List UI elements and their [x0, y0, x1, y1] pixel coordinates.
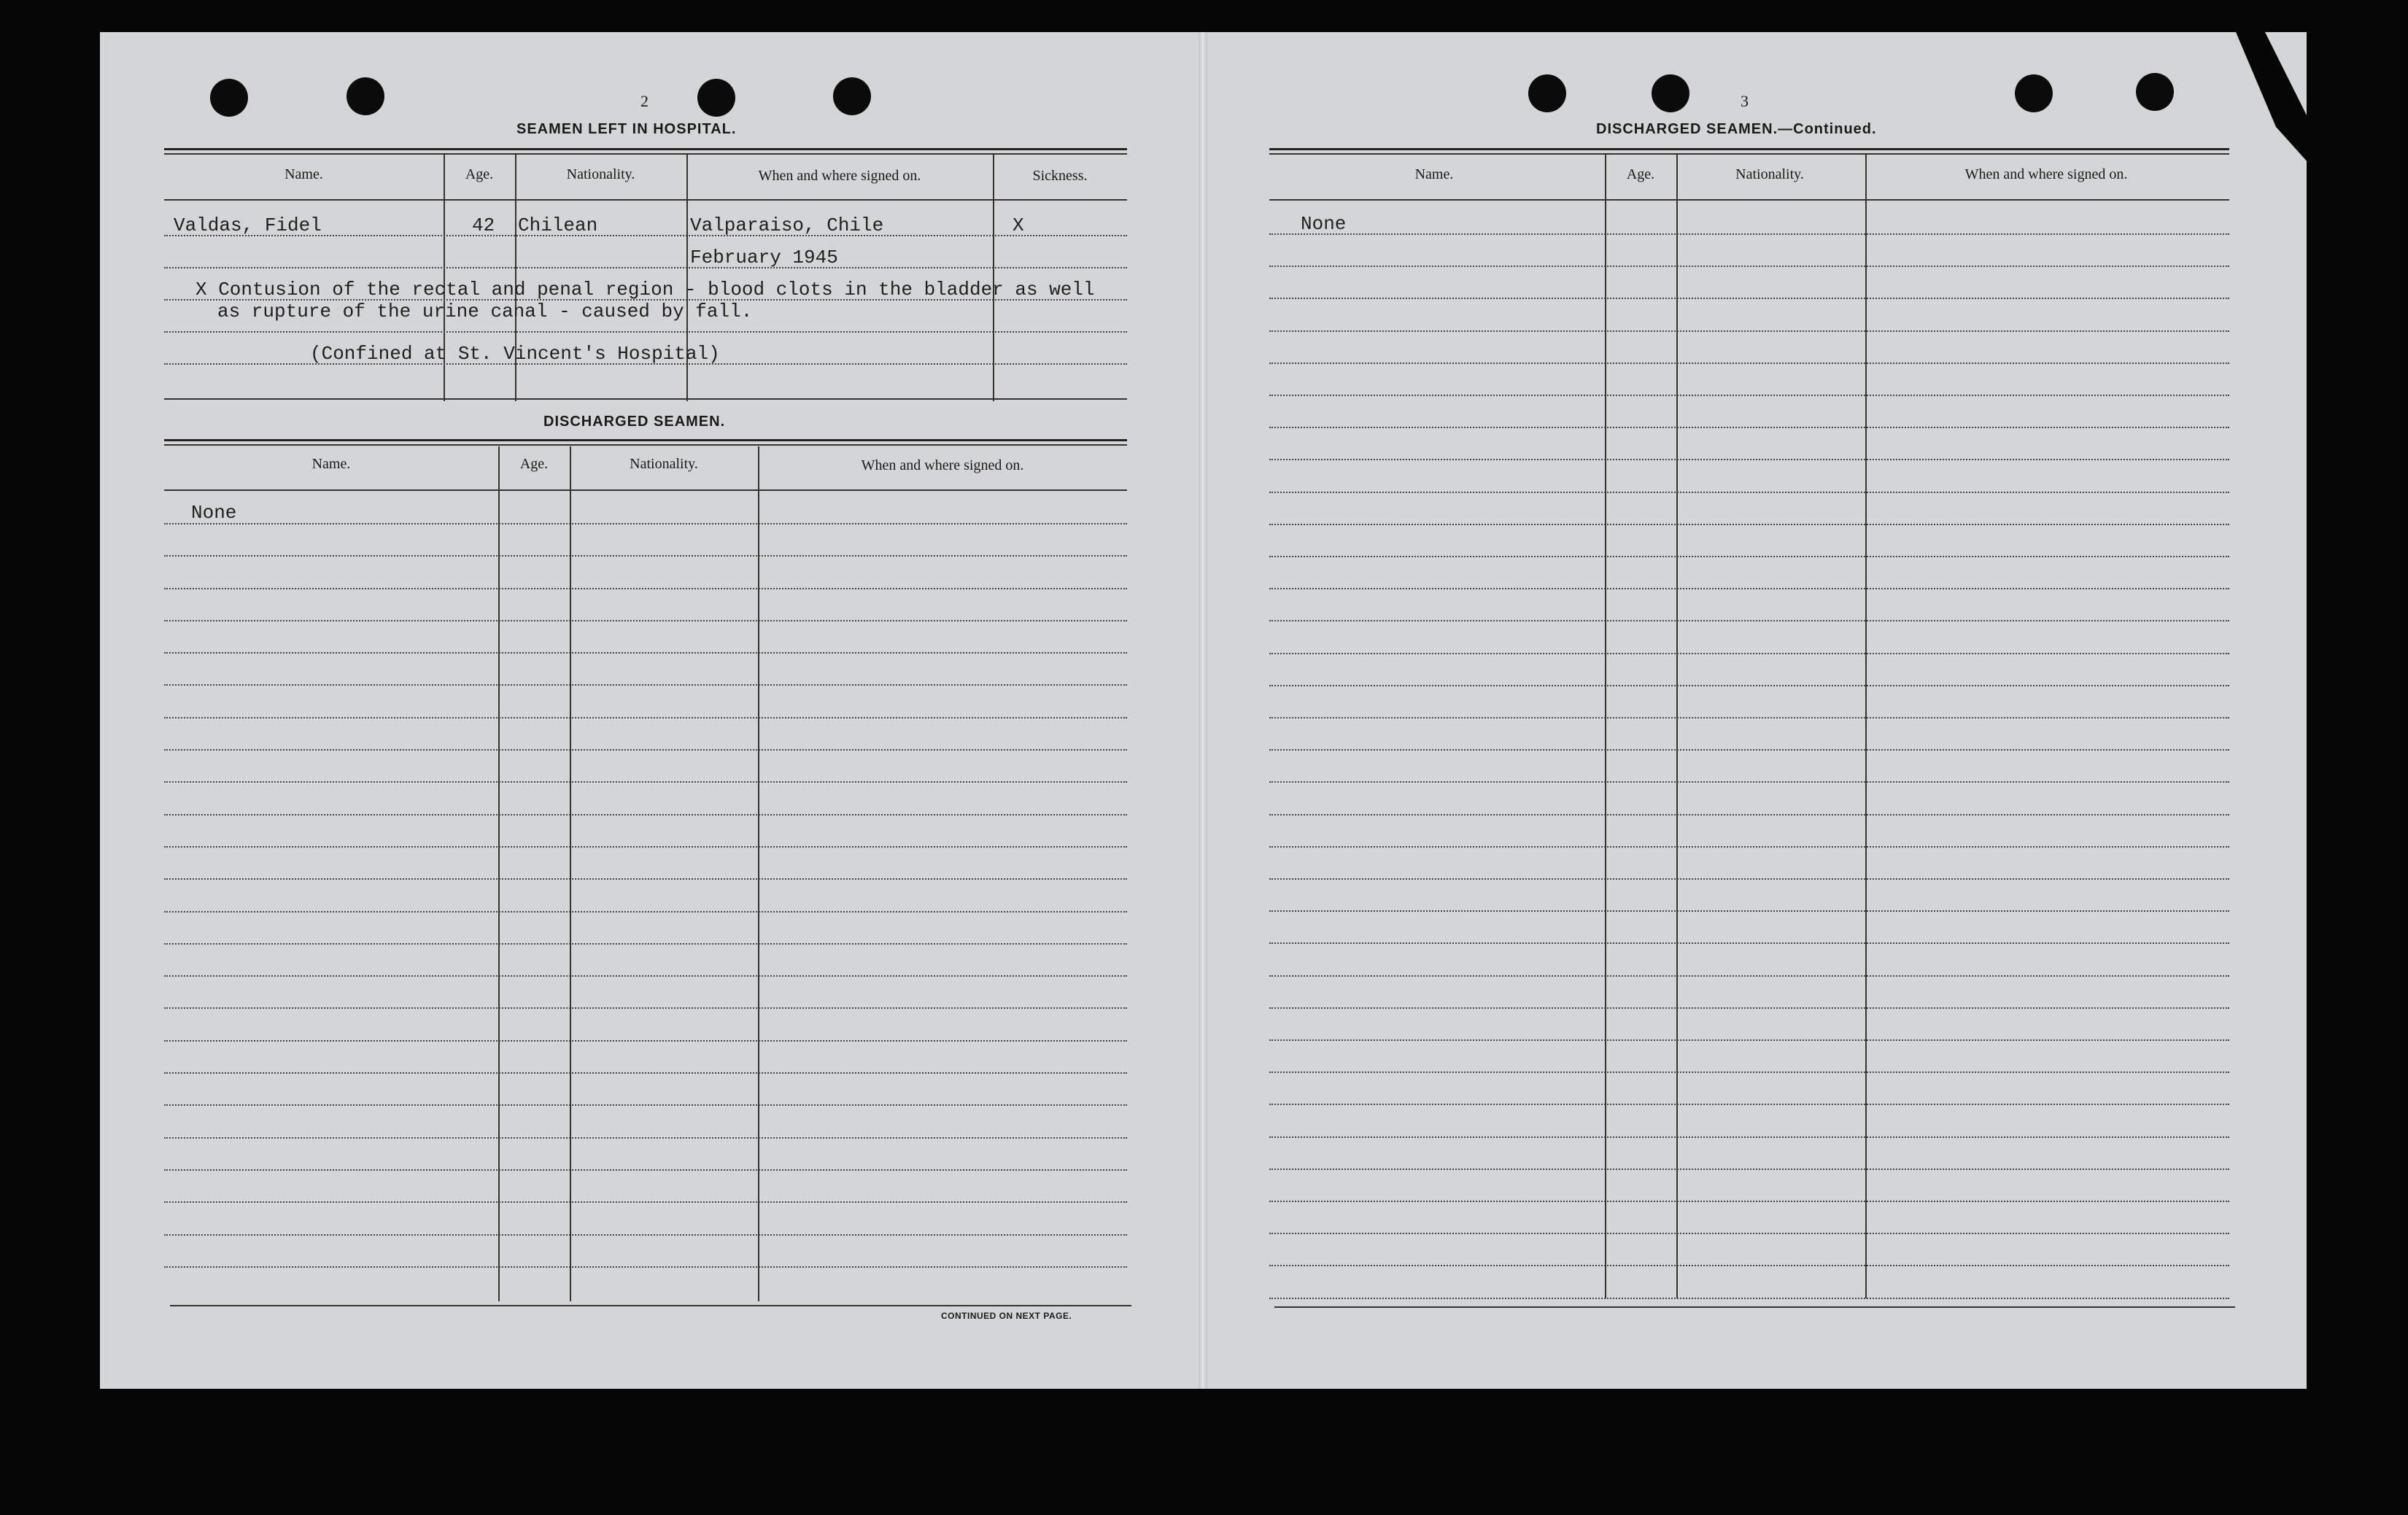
right-col-divider — [1605, 155, 1606, 1298]
ruled-line — [164, 1201, 1127, 1203]
right-col-age: Age. — [1626, 166, 1655, 182]
ruled-line — [1269, 1136, 2229, 1138]
ruled-line — [164, 1072, 1127, 1074]
punch-hole — [833, 77, 871, 115]
ruled-line — [1269, 1039, 2229, 1041]
ruled-line — [1269, 878, 2229, 880]
right-col-divider — [1865, 155, 1867, 1298]
discharged-col-name: Name. — [311, 456, 351, 472]
hospital-section-title: SEAMEN LEFT IN HOSPITAL. — [516, 121, 737, 137]
ruled-line — [1269, 1298, 2229, 1299]
discharged-col-divider — [570, 446, 571, 1301]
ruled-line — [164, 652, 1127, 654]
ruled-line — [164, 943, 1127, 945]
punch-hole — [697, 79, 735, 117]
ruled-line — [1269, 685, 2229, 686]
ruled-line — [164, 684, 1127, 686]
hospital-entry-nationality: Chilean — [518, 214, 598, 236]
ruled-line — [164, 1104, 1127, 1106]
right-col-signed-on: When and where signed on. — [1964, 166, 2128, 182]
punch-hole — [2136, 73, 2174, 111]
hospital-col-sickness: Sickness. — [1032, 168, 1088, 184]
punch-hole — [1652, 74, 1689, 112]
ruled-line — [1269, 942, 2229, 944]
ruled-line — [1269, 524, 2229, 525]
ruled-line — [1269, 1169, 2229, 1170]
ruled-line — [1269, 395, 2229, 396]
discharged-header-rule — [164, 489, 1127, 491]
page-number-right: 3 — [1741, 92, 1749, 110]
ruled-line — [1269, 363, 2229, 364]
ruled-line — [164, 620, 1127, 621]
ruled-line — [1269, 846, 2229, 848]
ruled-line — [164, 555, 1127, 557]
ruled-line — [164, 523, 1127, 524]
hospital-table-bottom-rule — [164, 398, 1127, 400]
punch-hole — [347, 77, 384, 115]
ruled-line — [164, 267, 1127, 268]
ruled-line — [1269, 298, 2229, 299]
ruled-line — [1269, 1265, 2229, 1266]
ruled-line — [1269, 781, 2229, 783]
ruled-line — [164, 878, 1127, 880]
discharged-continued-title: DISCHARGED SEAMEN.—Continued. — [1596, 121, 1877, 137]
ruled-line — [1269, 1201, 2229, 1202]
right-col-nationality: Nationality. — [1735, 166, 1804, 182]
ruled-line — [164, 1234, 1127, 1236]
ruled-line — [1269, 1072, 2229, 1073]
ruled-line — [164, 1007, 1127, 1009]
punch-hole — [210, 79, 248, 117]
ruled-line — [1269, 749, 2229, 751]
right-page-bottom-rule — [1274, 1306, 2235, 1308]
ruled-line — [164, 1040, 1127, 1042]
ruled-line — [164, 1169, 1127, 1171]
ruled-line — [1269, 556, 2229, 557]
ruled-line — [164, 331, 1127, 333]
ruled-line — [1269, 910, 2229, 912]
discharged-col-signed-on: When and where signed on. — [861, 457, 1024, 473]
ruled-line — [1269, 1007, 2229, 1009]
hospital-entry-signed-place: Valparaiso, Chile — [690, 214, 884, 236]
ruled-line — [1269, 233, 2229, 235]
right-col-divider — [1676, 155, 1678, 1298]
ruled-line — [1269, 459, 2229, 460]
discharged-col-divider — [498, 446, 500, 1301]
ruled-line — [1269, 588, 2229, 589]
ruled-line — [164, 975, 1127, 977]
continued-footer: CONTINUED ON NEXT PAGE. — [941, 1311, 1072, 1321]
ruled-line — [164, 781, 1127, 783]
hospital-col-age: Age. — [465, 166, 494, 182]
ruled-line — [164, 1137, 1127, 1139]
discharged-col-nationality: Nationality. — [630, 456, 698, 472]
hospital-header-rule — [164, 199, 1127, 201]
ruled-line — [164, 1266, 1127, 1268]
discharged-col-divider — [758, 446, 759, 1301]
ruled-line — [164, 846, 1127, 848]
ruled-line — [1269, 975, 2229, 977]
right-table-top-rule — [1269, 148, 2229, 155]
hospital-entry-sickness: X — [1013, 214, 1024, 236]
ruled-line — [164, 588, 1127, 589]
page-number-left: 2 — [640, 92, 649, 110]
ruled-line — [164, 814, 1127, 815]
punch-hole — [2015, 74, 2053, 112]
page-gutter — [1199, 32, 1207, 1389]
ruled-line — [1269, 1233, 2229, 1234]
ruled-line — [1269, 492, 2229, 493]
hospital-entry-name: Valdas, Fidel — [174, 214, 322, 236]
hospital-entry-signed-date: February 1945 — [690, 247, 838, 268]
right-col-name: Name. — [1414, 166, 1454, 182]
right-header-rule — [1269, 199, 2229, 201]
discharged-table-top-rule — [164, 439, 1127, 446]
hospital-table-top-rule — [164, 148, 1127, 155]
hospital-col-signed-on: When and where signed on. — [758, 168, 921, 184]
ruled-line — [1269, 653, 2229, 654]
ruled-line — [1269, 330, 2229, 332]
ruled-line — [1269, 266, 2229, 267]
ruled-line — [164, 749, 1127, 751]
left-page-bottom-rule — [170, 1305, 1131, 1306]
ruled-line — [1269, 1104, 2229, 1105]
hospital-col-nationality: Nationality. — [566, 166, 635, 182]
right-entry-name: None — [1301, 213, 1347, 235]
discharged-col-age: Age. — [519, 456, 549, 472]
ruled-line — [164, 911, 1127, 913]
sickness-note-line-1: X Contusion of the rectal and penal region - blood clots in the bladder as well — [195, 279, 1095, 301]
ruled-line — [1269, 427, 2229, 428]
ruled-line — [1269, 814, 2229, 815]
discharged-section-title: DISCHARGED SEAMEN. — [543, 414, 726, 430]
punch-hole — [1528, 74, 1566, 112]
hospital-col-name: Name. — [284, 166, 323, 182]
ruled-line — [164, 717, 1127, 718]
ruled-line — [1269, 717, 2229, 718]
ruled-line — [1269, 620, 2229, 621]
sickness-note-line-2: as rupture of the urine canal - caused by fall. — [217, 301, 753, 322]
sickness-note-line-3: (Confined at St. Vincent's Hospital) — [310, 343, 720, 365]
hospital-entry-age: 42 — [472, 214, 495, 236]
discharged-entry-name: None — [191, 502, 237, 524]
